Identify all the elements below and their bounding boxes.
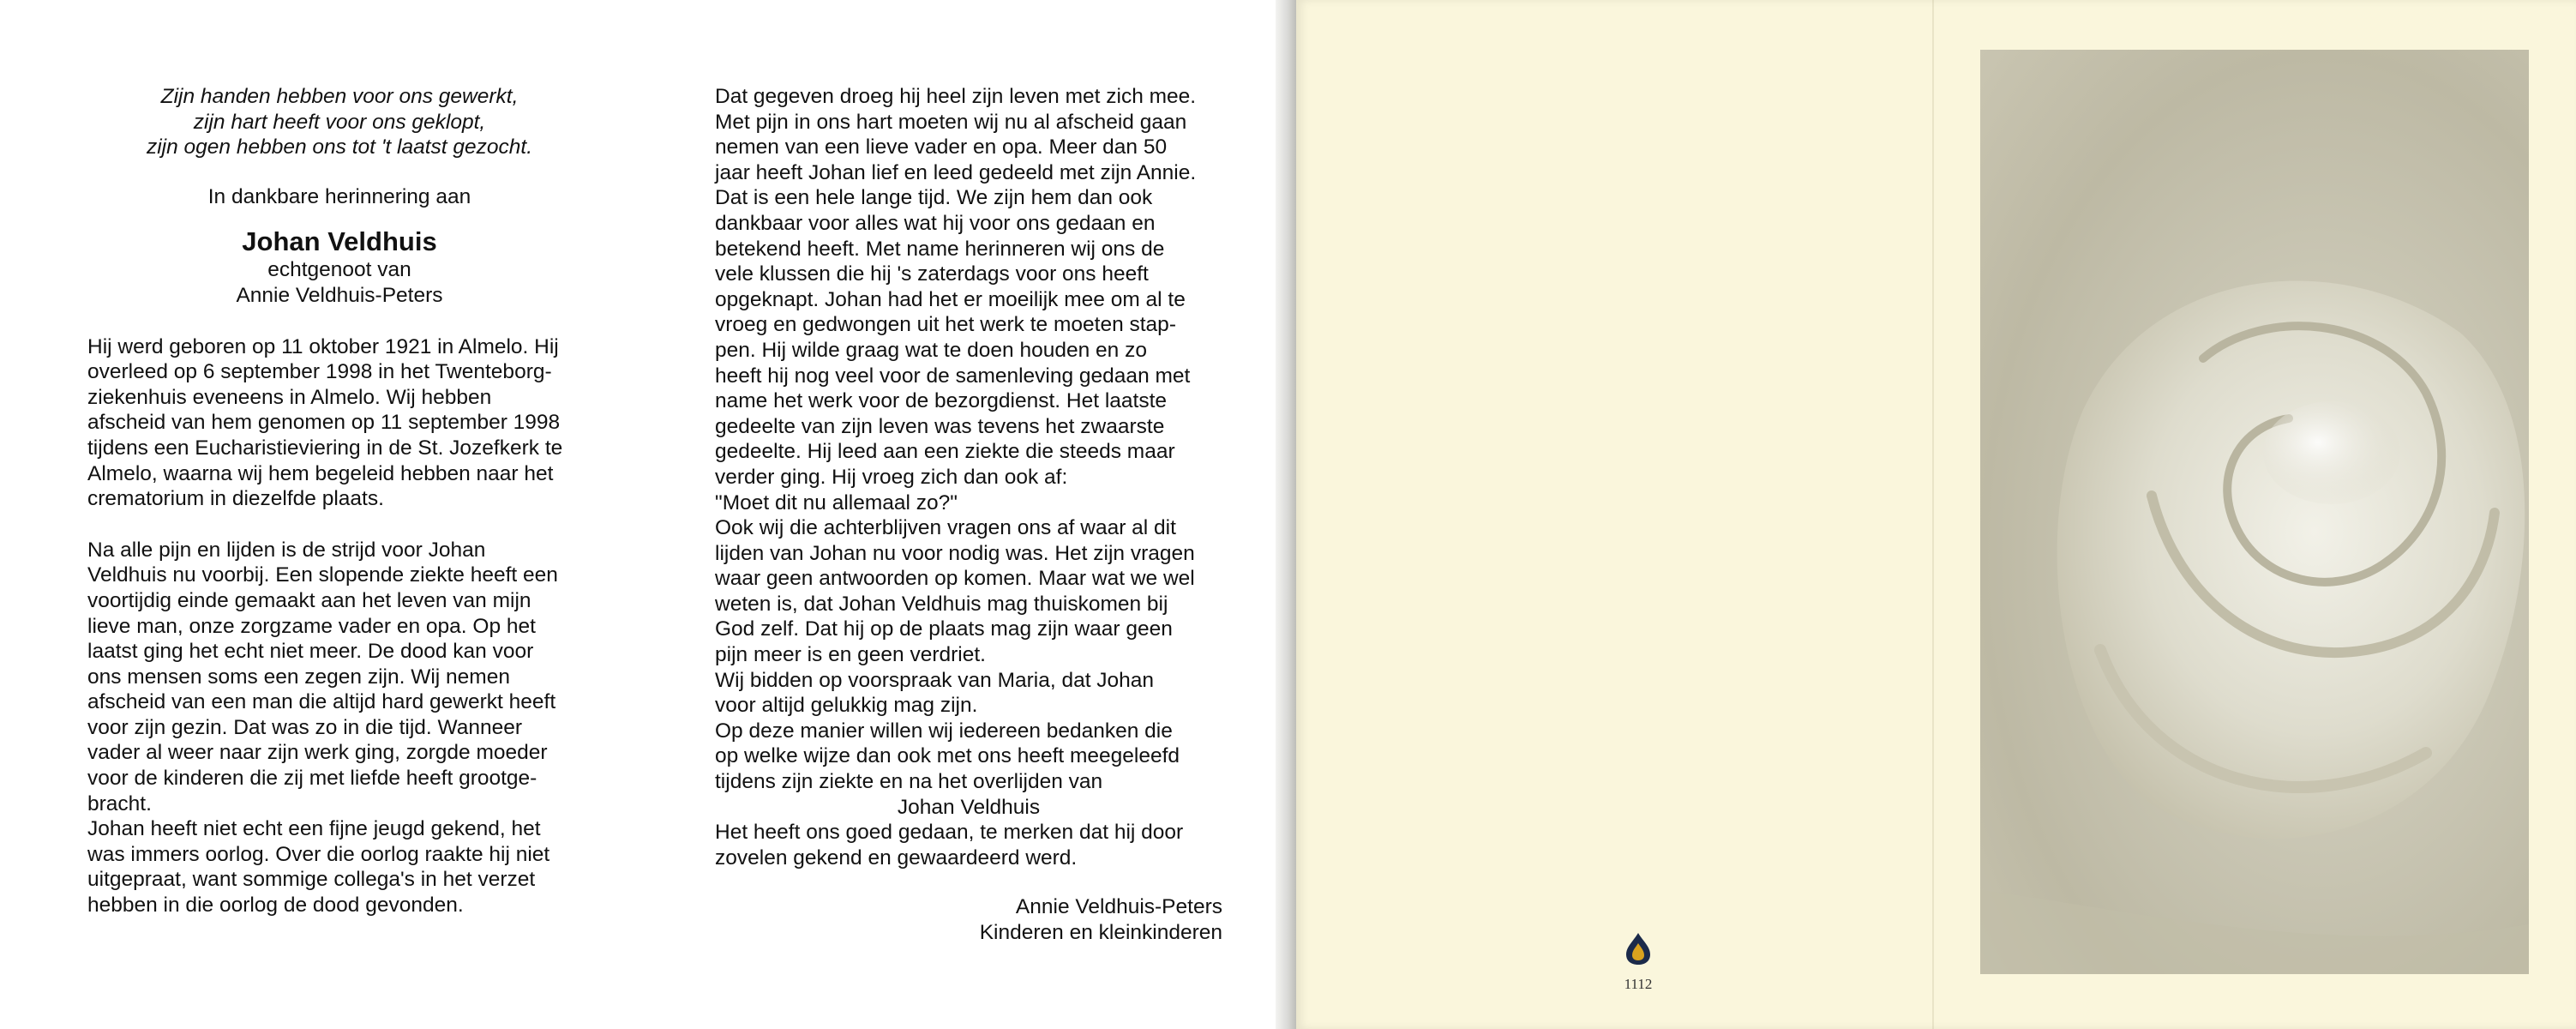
deceased-name-repeat: Johan Veldhuis xyxy=(897,795,1041,819)
right-column xyxy=(715,84,1222,946)
biography-paragraph: Hij werd geboren op 11 oktober 1921 in Almelo. Hij overleed op 6 september 1998 in het Twenteborg- ziekenhuis eveneens in Almelo. Wij hebben afscheid van hem genomen op 11 september 1998 tijdens een Eucharistieviering in de St. Jozefkerk te Almelo, waarna wij hem begeleid hebben naar het crematorium in diezelfde plaats. xyxy=(87,334,563,511)
closing-paragraph: Het heeft ons goed gedaan, te merken dat hij door zovelen gekend en gewaardeerd werd. xyxy=(715,821,1184,870)
spouse-label: echtgenoot van xyxy=(267,258,411,282)
family-signature: Annie Veldhuis-Peters Kinderen en kleinkinderen xyxy=(979,895,1222,944)
left-column xyxy=(87,84,591,918)
spouse-name: Annie Veldhuis-Peters xyxy=(236,283,443,307)
card-code: 1112 xyxy=(1624,976,1653,992)
memorial-poem: Zijn handen hebben voor ons gewerkt, zijn hart heeft voor ons geklopt, zijn ogen hebben ons tot 't laatst gezocht. xyxy=(146,85,533,159)
rose-illustration xyxy=(1980,50,2529,974)
intro-line: In dankbare herinnering aan xyxy=(207,184,471,208)
tribute-paragraph: Na alle pijn en lijden is de strijd voor Johan Veldhuis nu voorbij. Een slopende ziekte heeft een voortijdig einde gemaakt aan het leven van mijn lieve man, onze zorgzame vader en opa. Op het laatst ging het echt niet meer. De dood kan voor ons mensen soms een zegen zijn. Wij nemen afscheid van een man die altijd hard gewerkt heeft voor zijn gezin. Dat was zo in die tijd. Wanneer vader al weer naar zijn werk ging, zorgde moeder voor de kinderen die zij met liefde heeft grootge- bracht. Johan heeft niet echt een fijne jeugd gekend, het was immers oorlog. Over die oorlog raakte hij niet uitgepraat, want sommige collega's in het verzet hebben in die oorlog de dood gevonden. xyxy=(87,538,558,918)
card-fold-gutter xyxy=(1276,0,1296,1029)
cover-fold-line xyxy=(1932,0,1934,1029)
tribute-continued-paragraph: Dat gegeven droeg hij heel zijn leven met zich mee. Met pijn in ons hart moeten wij nu al afscheid gaan nemen van een lieve vader en opa. Meer dan 50 jaar heeft Johan lief en leed gedeeld met zijn Annie. Dat is een hele lange tijd. We zijn hem dan ook dankbaar voor alles wat hij voor ons gedaan en betekend heeft. Met name herinneren wij ons de vele klussen die hij 's zaterdags voor ons heeft opgeknapt. Johan had het er moeilijk mee om al te vroeg en gedwongen uit het werk te moeten stap- pen. Hij wilde graag wat te doen houden en zo heeft hij nog veel voor de samenleving gedaan met name het werk voor de bezorgdienst. Het laatste gedeelte van zijn leven was tevens het zwaarste gedeelte. Hij leed aan een ziekte die steeds maar verder ging. Hij vroeg zich dan ook af: "Moet dit nu allemaal zo?" Ook wij die achterblijven vragen ons af waar al dit lijden van Johan nu voor nodig was. Het zijn vragen waar geen antwoorden op komen. Maar wat we wel weten is, dat Johan Veldhuis mag thuiskomen bij God zelf. Dat hij op de plaats mag zijn waar geen pijn meer is en geen verdriet. Wij bidden op voorspraak van Maria, dat Johan voor altijd gelukkig mag zijn. Op deze manier willen wij iedereen bedanken die op welke wijze dan ook met ons heeft meegeleefd tijdens zijn ziekte en na het overlijden van xyxy=(715,85,1197,794)
rose-image xyxy=(1980,50,2529,974)
flame-drop-icon xyxy=(1623,931,1654,966)
deceased-name: Johan Veldhuis xyxy=(242,226,437,257)
